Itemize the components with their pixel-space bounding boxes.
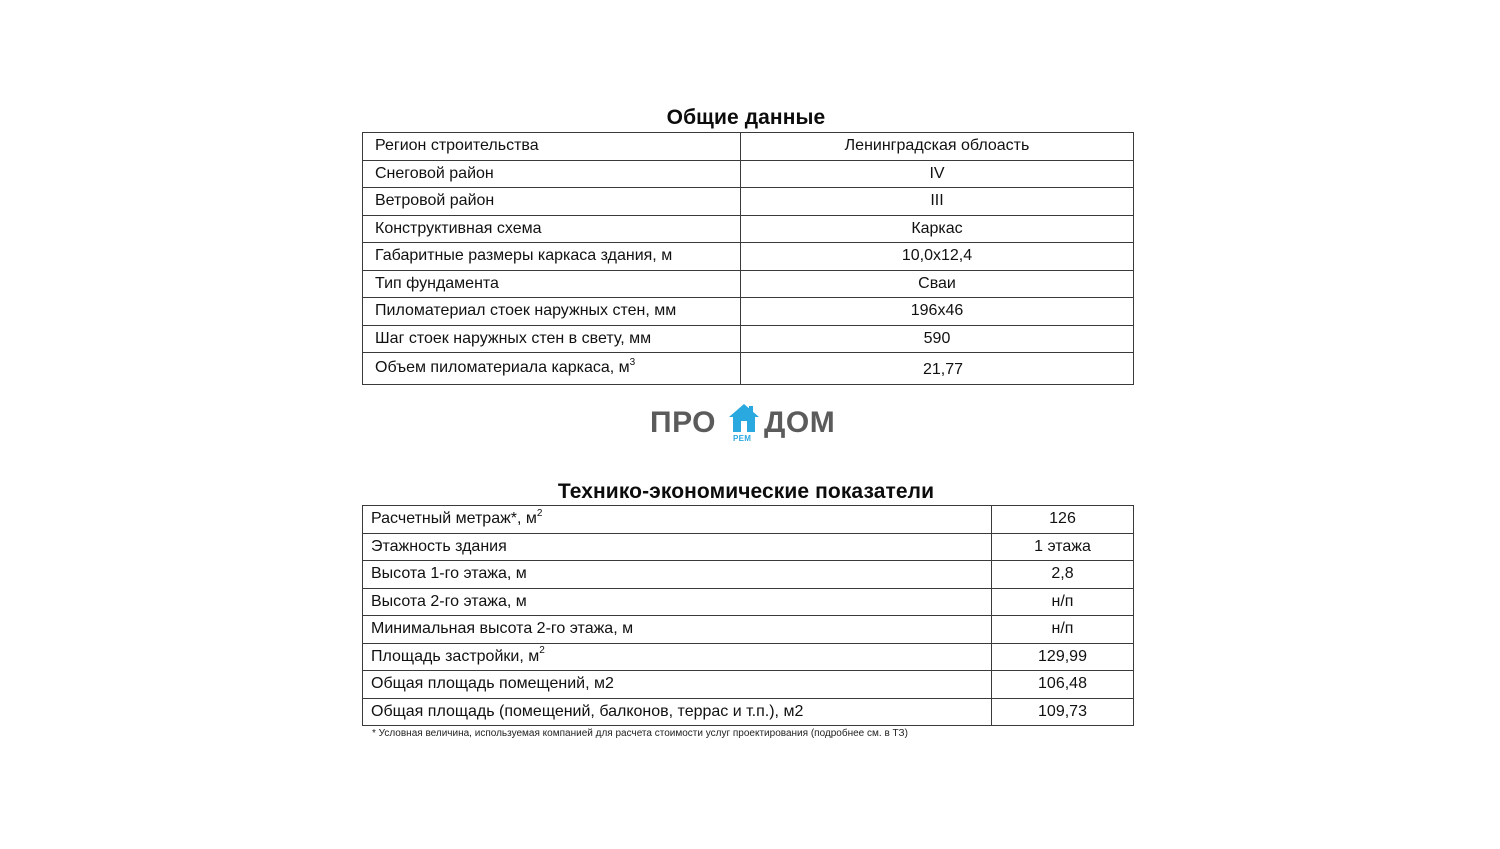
row-label: Высота 1-го этажа, м <box>363 561 992 589</box>
row-value: н/п <box>992 588 1134 616</box>
unit-superscript: 3 <box>629 356 636 368</box>
row-label: Этажность здания <box>363 533 992 561</box>
unit-superscript: 2 <box>539 645 545 657</box>
row-label: Общая площадь помещений, м2 <box>363 671 992 699</box>
general-data-table <box>362 132 1134 385</box>
row-label-text: Площадь застройки, м <box>371 647 540 665</box>
row-value: 10,0х12,4 <box>741 243 1134 271</box>
row-value: 129,99 <box>992 643 1134 671</box>
table-row <box>363 698 1134 726</box>
row-value: IV <box>741 160 1134 188</box>
tech-indicators-title: Технико-экономические показатели <box>557 480 935 503</box>
row-label: Общая площадь (помещений, балконов, террас и т.п.), м2 <box>363 698 992 726</box>
row-value: 1 этажа <box>992 533 1134 561</box>
table-row <box>363 561 1134 589</box>
logo-subtext: РЕМ <box>733 434 752 443</box>
row-value: Сваи <box>741 270 1134 298</box>
footnote: * Условная величина, используемая компанией для расчета стоимости услуг проектирования (подробнее см. в ТЗ) <box>372 728 908 739</box>
row-value: 196х46 <box>741 298 1134 326</box>
table-row <box>363 298 1134 326</box>
table-row <box>363 270 1134 298</box>
table-row <box>363 243 1134 271</box>
table-row <box>363 325 1134 353</box>
table-row <box>363 616 1134 644</box>
row-value: н/п <box>992 616 1134 644</box>
row-value: 106,48 <box>992 671 1134 699</box>
table-row <box>363 160 1134 188</box>
row-label: Ветровой район <box>363 188 741 216</box>
unit-superscript: 2 <box>536 507 543 519</box>
row-label: Высота 2-го этажа, м <box>363 588 992 616</box>
row-label: Шаг стоек наружных стен в свету, мм <box>363 325 741 353</box>
table-row <box>363 643 1134 671</box>
row-value: III <box>741 188 1134 216</box>
row-value: Каркас <box>741 215 1134 243</box>
row-label: Минимальная высота 2-го этажа, м <box>363 616 992 644</box>
row-value: 590 <box>741 325 1134 353</box>
row-label: Тип фундамента <box>363 270 741 298</box>
row-value: 109,73 <box>992 698 1134 726</box>
table-row <box>363 671 1134 699</box>
table-row <box>363 353 1134 385</box>
row-label: Конструктивная схема <box>363 215 741 243</box>
row-label: Пиломатериал стоек наружных стен, мм <box>363 298 741 326</box>
row-label-text: Расчетный метраж*, м <box>371 510 537 528</box>
general-data-title: Общие данные <box>666 106 826 129</box>
row-label <box>363 506 992 534</box>
row-label: Снеговой район <box>363 160 741 188</box>
house-icon <box>728 402 760 434</box>
logo-text-right: ДОМ <box>764 406 836 439</box>
row-value: 2,8 <box>992 561 1134 589</box>
row-label <box>363 353 741 385</box>
company-logo <box>650 402 850 448</box>
row-label-text: Объем пиломатериала каркаса, м <box>375 359 630 377</box>
table-row <box>363 588 1134 616</box>
tech-indicators-table <box>362 505 1134 726</box>
row-label <box>363 643 992 671</box>
table-row <box>363 133 1134 161</box>
row-label: Регион строительства <box>363 133 741 161</box>
row-value: Ленинградская облоасть <box>741 133 1134 161</box>
row-value: 21,77 <box>741 353 1134 385</box>
logo-text-left: ПРО <box>650 406 717 439</box>
table-row <box>363 188 1134 216</box>
table-row <box>363 215 1134 243</box>
row-label: Габаритные размеры каркаса здания, м <box>363 243 741 271</box>
table-row <box>363 506 1134 534</box>
row-value: 126 <box>992 506 1134 534</box>
table-row <box>363 533 1134 561</box>
